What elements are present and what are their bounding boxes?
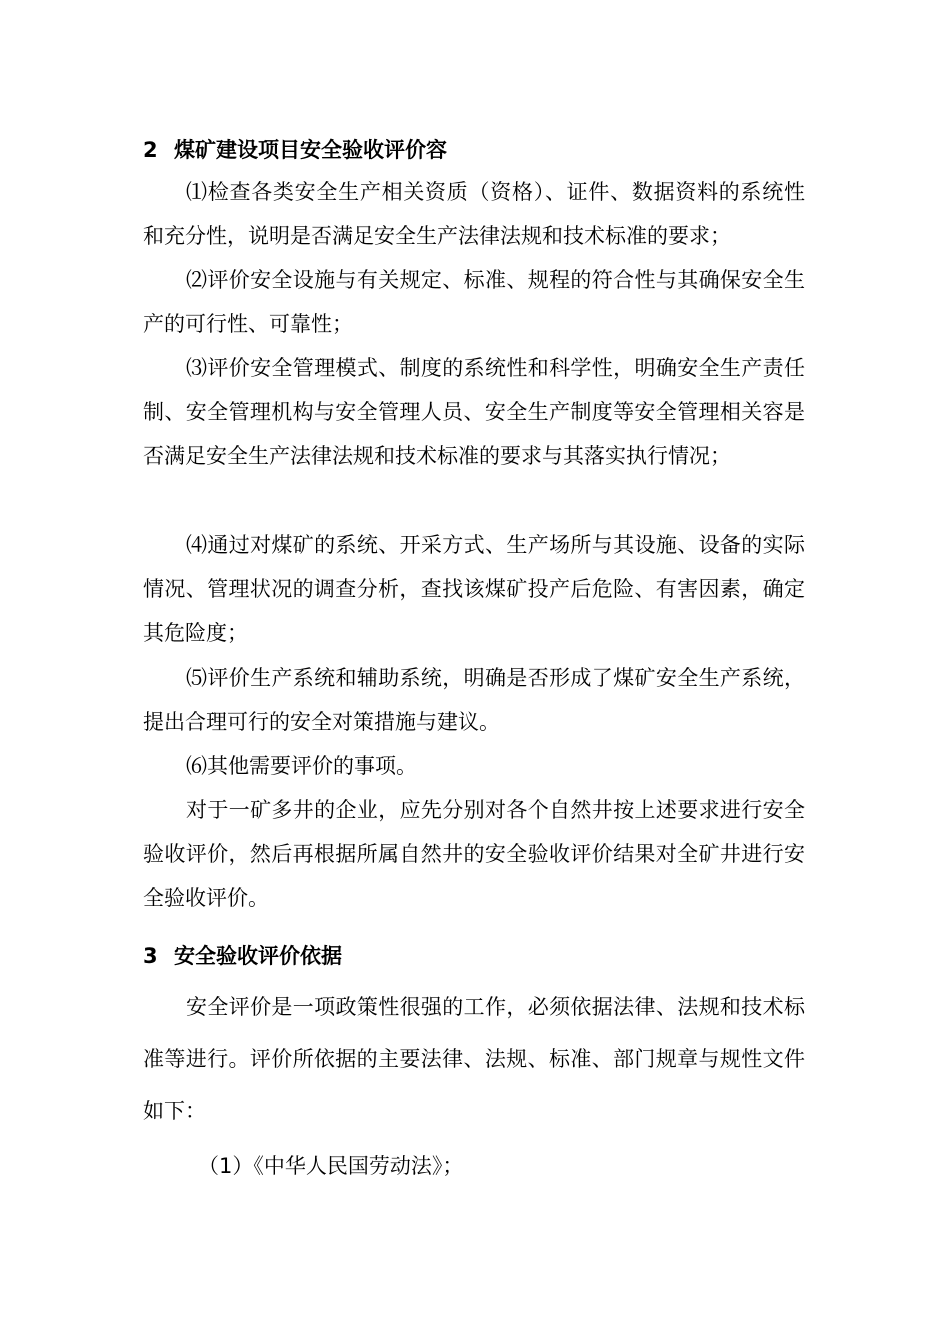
paragraph-production-systems: ⑸评价生产系统和辅助系统，明确是否形成了煤矿安全生产系统，提出合理可行的安全对策措施与建议。	[143, 666, 805, 734]
section-2-number: 2	[143, 138, 158, 162]
section-2-heading	[143, 136, 447, 164]
paragraph-evaluation-basis-intro: 安全评价是一项政策性很强的工作，必须依据法律、法规和技术标准等进行。评价所依据的主要法律、法规、标准、部门规章与规性文件如下：	[143, 995, 805, 1123]
list-item-labor-law: （1）《中华人民国劳动法》；	[198, 1154, 464, 1178]
section-3-heading	[143, 942, 342, 970]
section-2-title: 煤矿建设项目安全验收评价容	[174, 138, 447, 162]
paragraph-multi-shaft: 对于一矿多井的企业，应先分别对各个自然井按上述要求进行安全验收评价，然后再根据所属自然井的安全验收评价结果对全矿井进行安全验收评价。	[143, 798, 805, 910]
section-3-number: 3	[143, 944, 158, 968]
paragraph-check-qualifications: ⑴检查各类安全生产相关资质（资格）、证件、数据资料的系统性和充分性，说明是否满足安全生产法律法规和技术标准的要求；	[143, 180, 805, 248]
paragraph-hazard-analysis: ⑷通过对煤矿的系统、开采方式、生产场所与其设施、设备的实际情况、管理状况的调查分析，查找该煤矿投产后危险、有害因素，确定其危险度；	[143, 533, 805, 645]
paragraph-management-mode: ⑶评价安全管理模式、制度的系统性和科学性，明确安全生产责任制、安全管理机构与安全管理人员、安全生产制度等安全管理相关容是否满足安全生产法律法规和技术标准的要求与其落实执行情况；	[143, 356, 805, 468]
section-3-title: 安全验收评价依据	[174, 944, 342, 968]
paragraph-other-matters: ⑹其他需要评价的事项。	[186, 754, 417, 778]
paragraph-safety-facilities: ⑵评价安全设施与有关规定、标准、规程的符合性与其确保安全生产的可行性、可靠性；	[143, 268, 805, 336]
